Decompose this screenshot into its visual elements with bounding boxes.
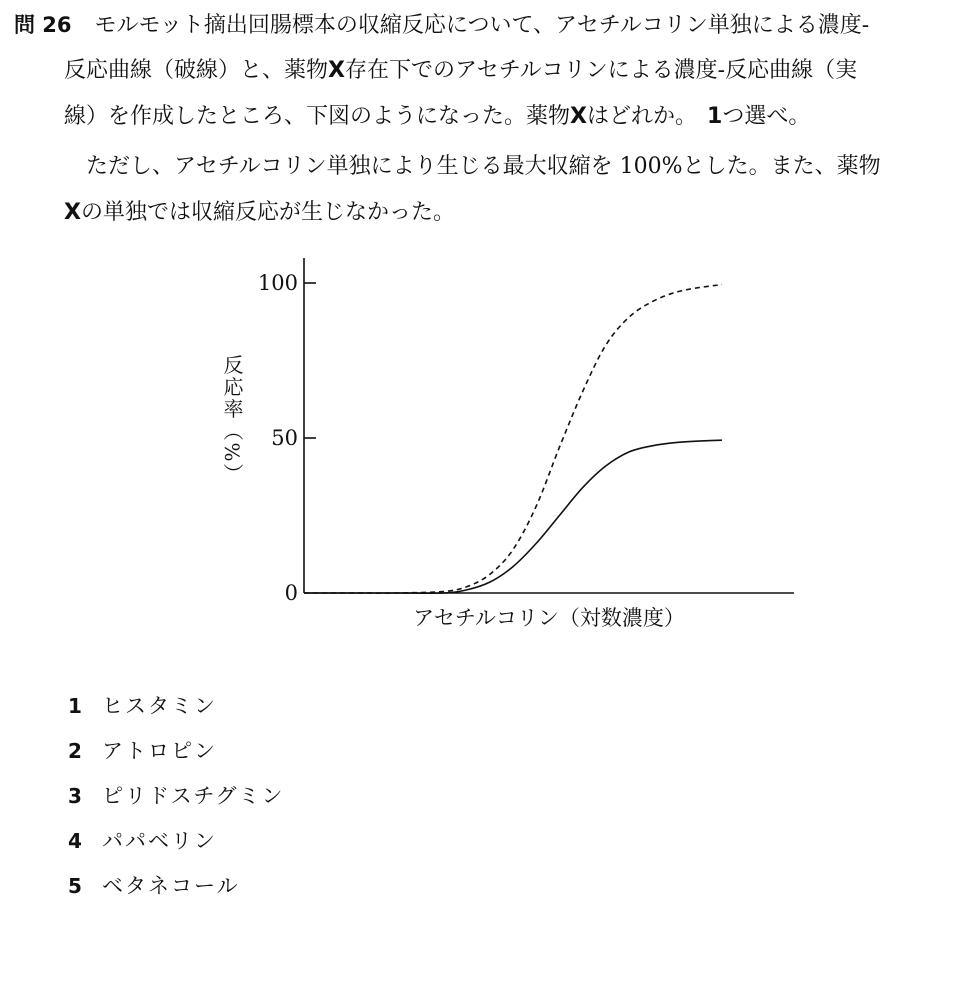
drug-x-label: X — [328, 58, 345, 83]
option-number: 5 — [68, 874, 82, 898]
option-number: 2 — [68, 739, 82, 763]
dashed-curve-ach-alone — [304, 285, 722, 594]
y-tick-label-50: 50 — [271, 426, 298, 450]
question-text: 線）を作成したところ、下図のようになった。薬物 — [64, 104, 571, 129]
option-3[interactable] — [68, 780, 285, 810]
question-note: ただし、アセチルコリン単独により生じる最大収縮を 100%とした。また、薬物 — [86, 154, 881, 179]
option-number: 3 — [68, 784, 82, 808]
question-text: 存在下でのアセチルコリンによる濃度‑反応曲線（実 — [344, 58, 858, 83]
question-text: 反応曲線（破線）と、薬物 — [64, 58, 329, 83]
y-tick-label-100: 100 — [257, 271, 298, 295]
option-text: ヒスタミン — [102, 694, 217, 718]
x-axis-label: アセチルコリン（対数濃度） — [413, 606, 685, 630]
y-axis-label: 反応率（%） — [220, 354, 244, 486]
question-text: はどれか。 — [586, 104, 697, 129]
drug-x-label: X — [570, 104, 587, 129]
option-number: 1 — [68, 694, 82, 718]
solid-curve-ach-with-x — [304, 440, 722, 593]
option-4[interactable] — [68, 825, 217, 855]
option-1[interactable] — [68, 690, 217, 720]
option-text: ピリドスチグミン — [102, 784, 285, 808]
option-5[interactable] — [68, 870, 240, 900]
question-number: 問 26 — [14, 13, 72, 37]
drug-x-label: X — [64, 200, 81, 225]
option-2[interactable] — [68, 735, 217, 765]
question-note: の単独では収縮反応が生じなかった。 — [80, 200, 455, 225]
option-text: ベタネコール — [102, 874, 240, 898]
question-text: つ選べ。 — [722, 104, 811, 129]
option-text: パパベリン — [102, 829, 217, 853]
question-text: モルモット摘出回腸標本の収縮反応について、アセチルコリン単独による濃度‑ — [94, 13, 870, 38]
y-tick-label-0: 0 — [284, 581, 298, 605]
answer-count: 1 — [707, 104, 723, 129]
option-text: アトロピン — [102, 739, 217, 763]
option-number: 4 — [68, 829, 82, 853]
